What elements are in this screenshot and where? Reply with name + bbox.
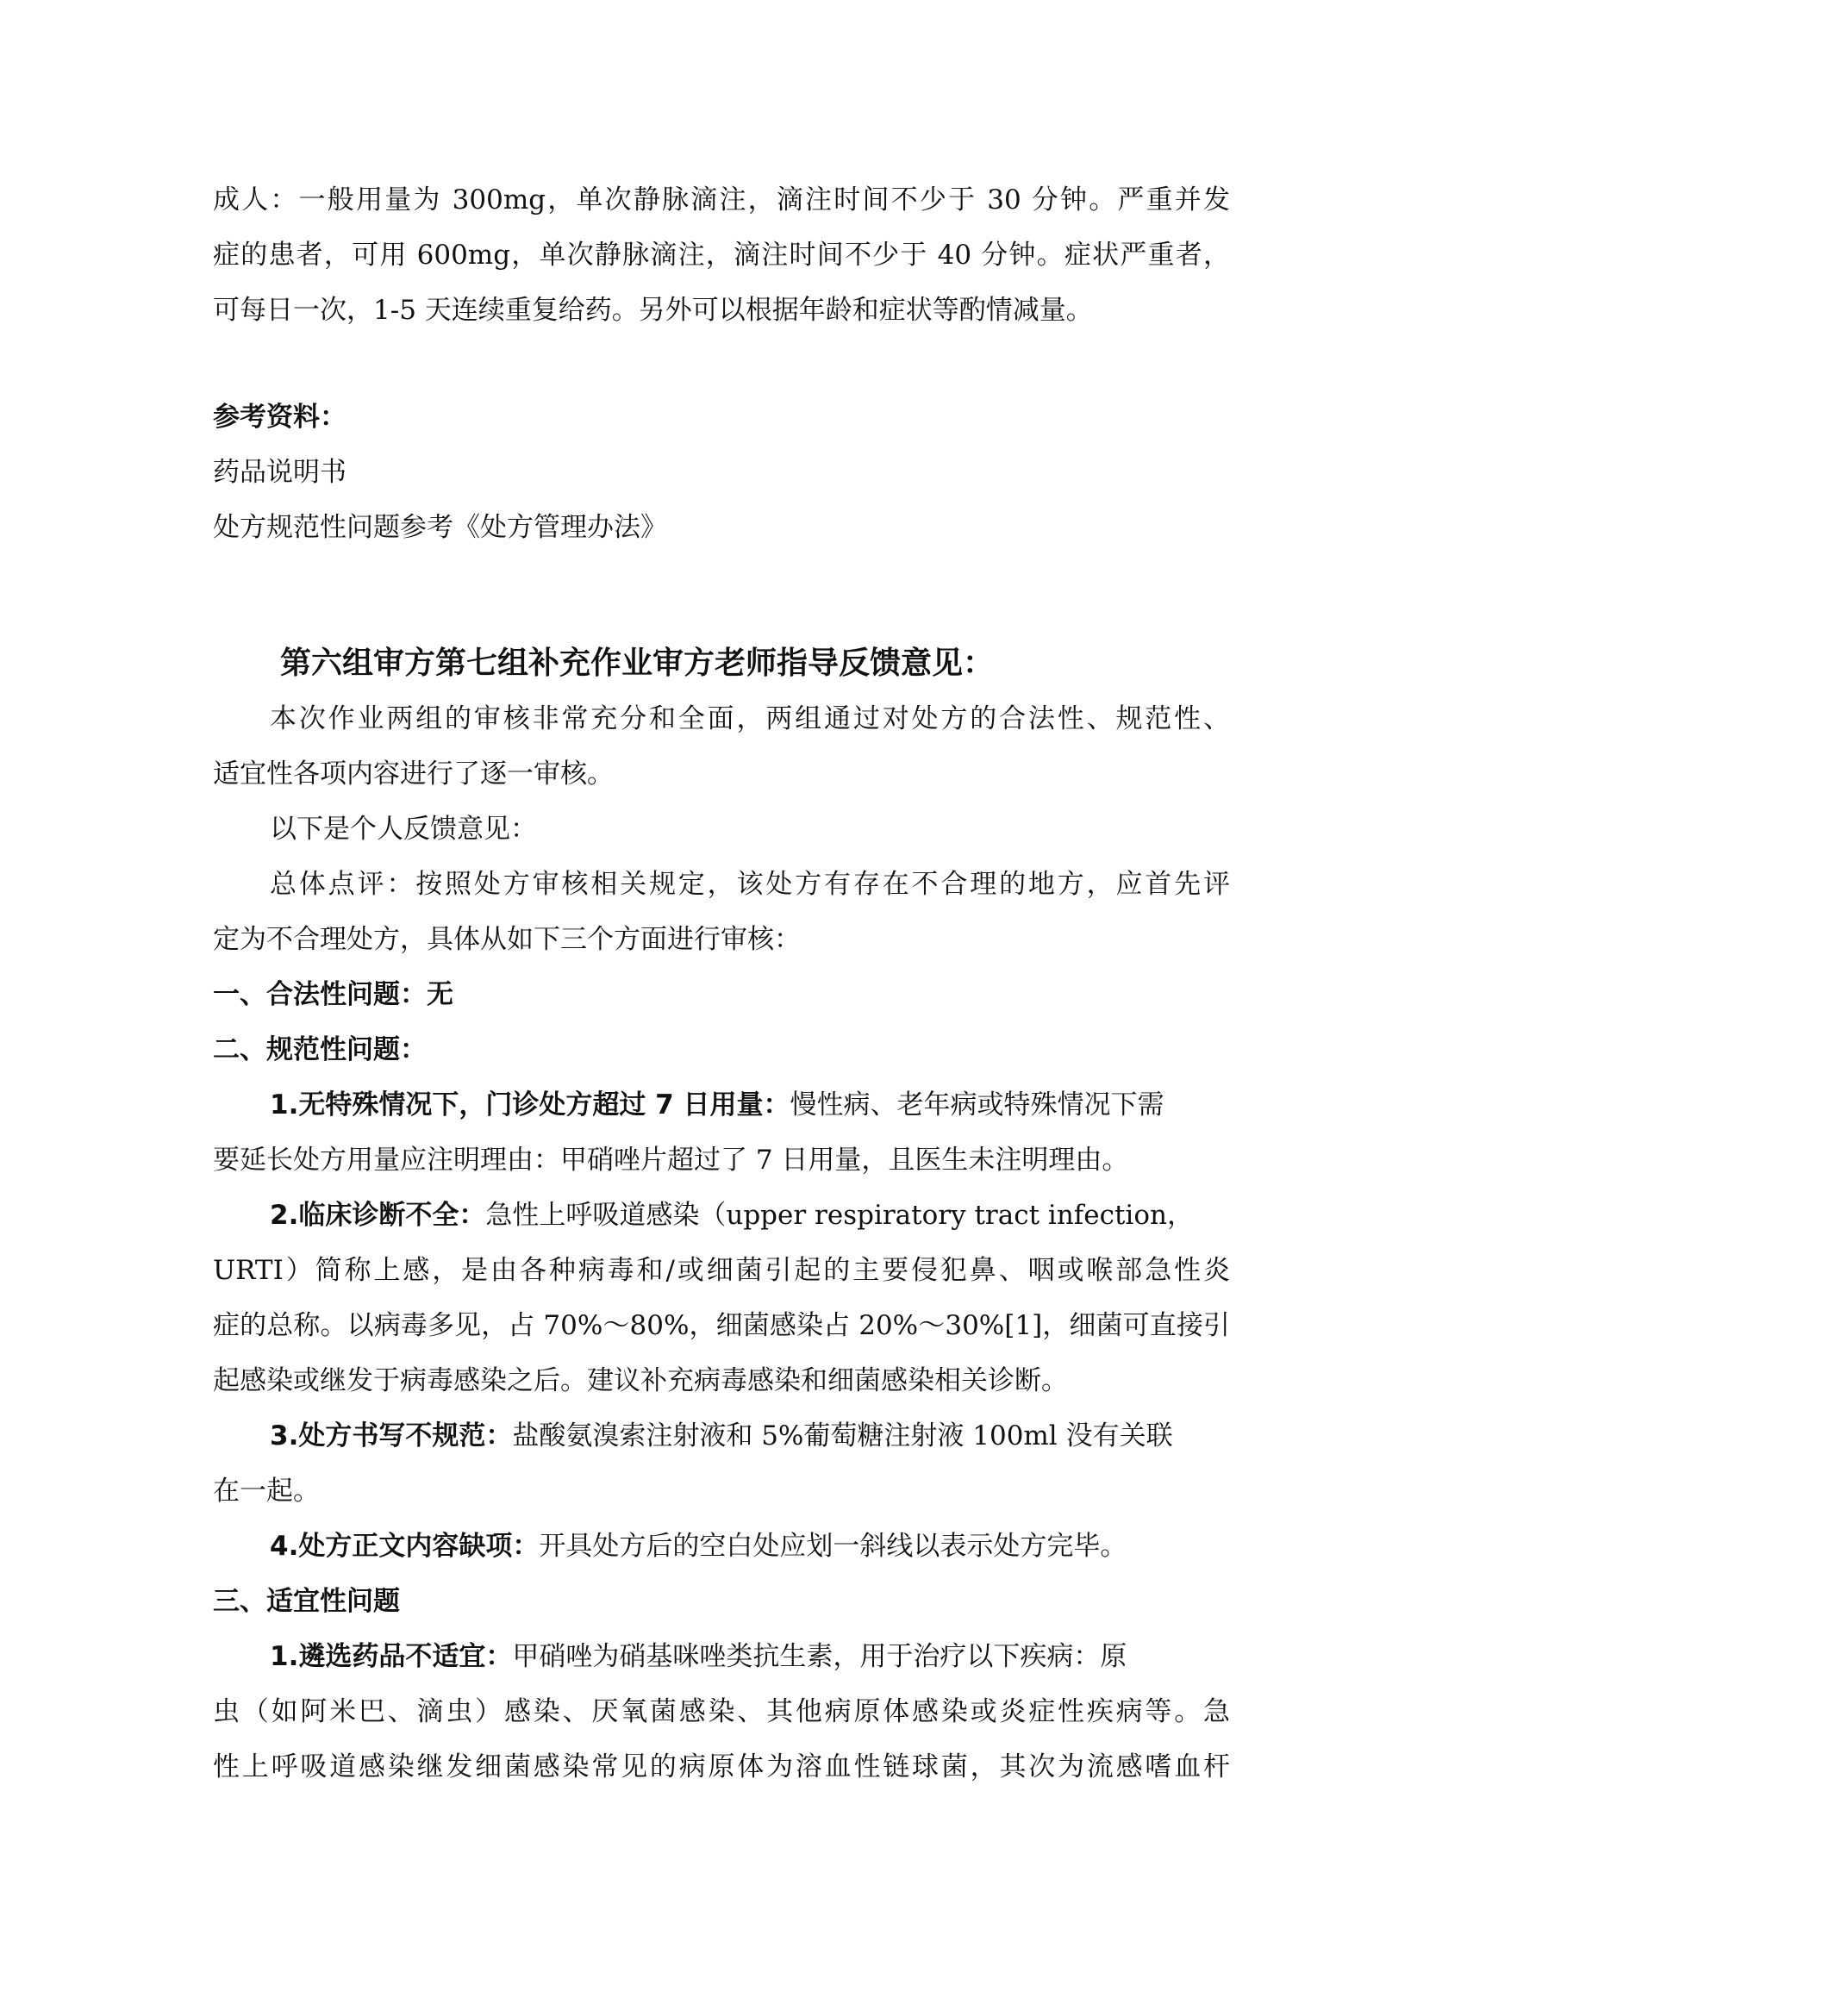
dosage-line-2: 症的患者，可用 600mg，单次静脉滴注，滴注时间不少于 40 分钟。症状严重者， <box>213 240 1230 271</box>
intro-line-1: 本次作业两组的审核非常充分和全面，两组通过对处方的合法性、规范性、 <box>270 703 1230 734</box>
dosage-line-3: 可每日一次，1-5 天连续重复给药。另外可以根据年龄和症状等酌情减量。 <box>213 295 1093 326</box>
section-standardization: 二、规范性问题： <box>213 1034 427 1065</box>
reference-item-1: 药品说明书 <box>213 457 346 488</box>
references-heading: 参考资料： <box>213 402 346 433</box>
item-3-line-2: 在一起。 <box>213 1476 320 1507</box>
feedback-title: 第六组审方第七组补充作业审方老师指导反馈意见： <box>280 646 995 681</box>
spacer <box>213 555 1230 636</box>
dosage-line-1: 成人：一般用量为 300mg，单次静脉滴注，滴注时间不少于 30 分钟。严重并发 <box>213 184 1230 215</box>
item-5-line-3: 性上呼吸道感染继发细菌感染常见的病原体为溶血性链球菌，其次为流感嗜血杆 <box>213 1751 1230 1782</box>
item-4-text: 开具处方后的空白处应划一斜线以表示处方完毕。 <box>539 1531 1127 1562</box>
item-5-text: 甲硝唑为硝基咪唑类抗生素，用于治疗以下疾病：原 <box>512 1641 1127 1672</box>
document-content <box>213 172 1230 1794</box>
overall-line-2: 定为不合理处方，具体从如下三个方面进行审核： <box>213 924 801 955</box>
section-appropriateness: 三、适宜性问题 <box>213 1586 400 1617</box>
spacer <box>213 338 1230 390</box>
item-2-text: 急性上呼吸道感染（upper respiratory tract infection， <box>485 1200 1194 1231</box>
overall-line-1: 总体点评：按照处方审核相关规定，该处方有存在不合理的地方，应首先评 <box>270 869 1230 900</box>
item-2-line-4: 起感染或继发于病毒感染之后。建议补充病毒感染和细菌感染相关诊断。 <box>213 1365 1068 1396</box>
item-2-line-1 <box>213 1188 1230 1243</box>
item-5-heading: 1.遴选药品不适宜： <box>270 1641 513 1672</box>
item-5-line-1 <box>213 1629 1230 1684</box>
item-5-line-2: 虫（如阿米巴、滴虫）感染、厌氧菌感染、其他病原体感染或炎症性疾病等。急 <box>213 1696 1230 1727</box>
item-1-heading: 1.无特殊情况下，门诊处方超过 7 日用量： <box>270 1089 790 1120</box>
item-1-line-1 <box>213 1077 1230 1133</box>
intro-line-2: 适宜性各项内容进行了逐一审核。 <box>213 758 614 790</box>
section-legality: 一、合法性问题：无 <box>213 979 453 1010</box>
item-2-line-2: URTI）简称上感，是由各种病毒和/或细菌引起的主要侵犯鼻、咽或喉部急性炎 <box>213 1255 1230 1286</box>
personal-feedback-label: 以下是个人反馈意见： <box>270 814 537 845</box>
item-2-heading: 2.临床诊断不全： <box>270 1200 486 1231</box>
item-3-text: 盐酸氨溴索注射液和 5%葡萄糖注射液 100ml 没有关联 <box>512 1420 1173 1451</box>
item-2-line-3: 症的总称。以病毒多见，占 70%～80%，细菌感染占 20%～30%[1]，细菌可直接引 <box>213 1310 1230 1341</box>
reference-item-2: 处方规范性问题参考《处方管理办法》 <box>213 512 667 543</box>
item-3-line-1 <box>213 1408 1230 1464</box>
item-1-text: 慢性病、老年病或特殊情况下需 <box>790 1089 1164 1120</box>
item-1-line-2: 要延长处方用量应注明理由：甲硝唑片超过了 7 日用量，且医生未注明理由。 <box>213 1145 1129 1176</box>
item-4-line-1 <box>213 1519 1230 1574</box>
item-4-heading: 4.处方正文内容缺项： <box>270 1531 540 1562</box>
item-3-heading: 3.处方书写不规范： <box>270 1420 513 1451</box>
